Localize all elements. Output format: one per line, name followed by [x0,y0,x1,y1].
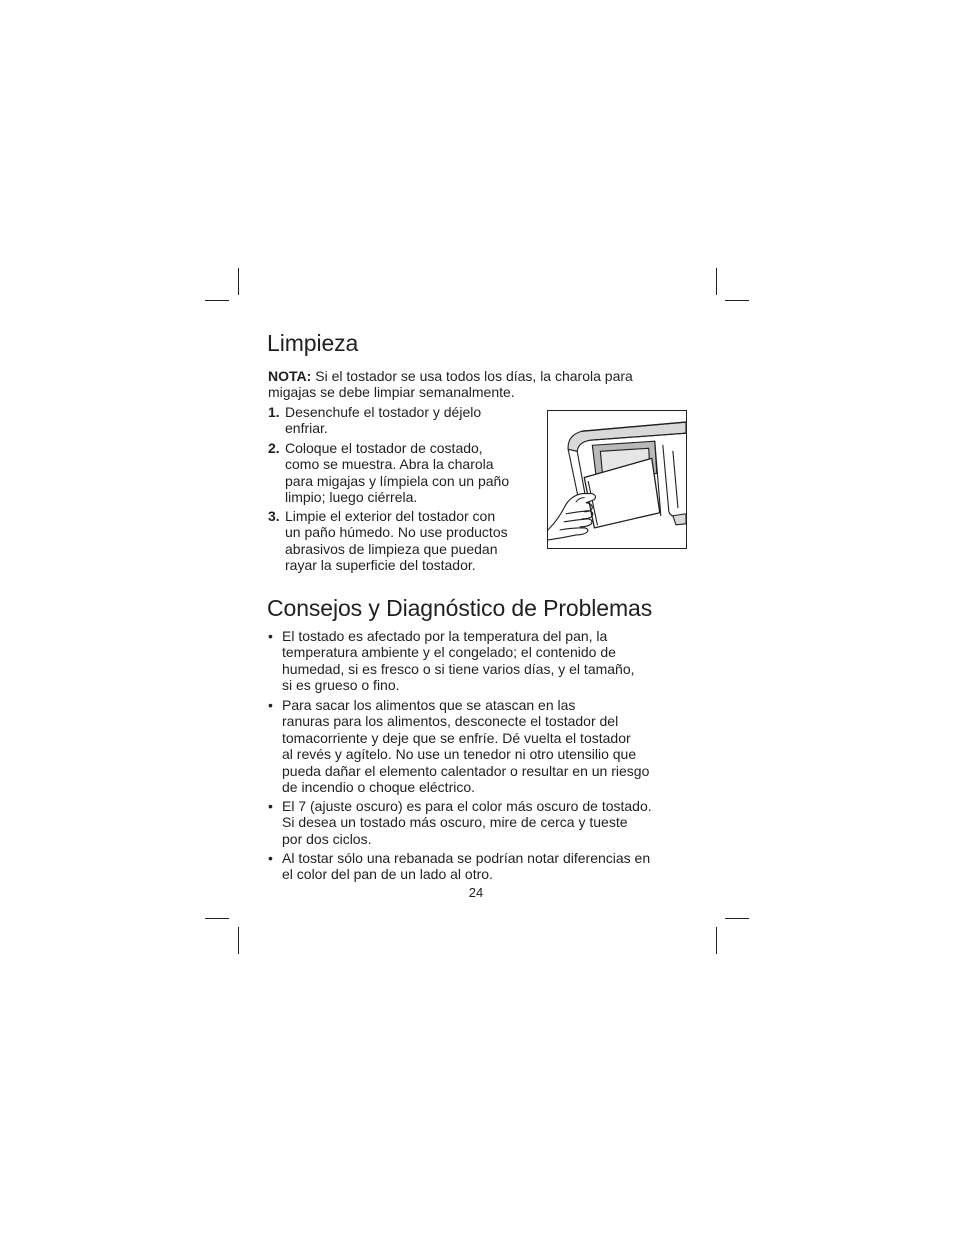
bullet-icon: • [268,850,273,866]
tip-text [282,798,652,847]
tip-text [282,628,635,694]
crop-mark-top-right-vertical [716,268,717,295]
tip-text [282,697,649,795]
step-line: para migajas y límpiela con un paño [285,472,510,489]
tips-item-3 [268,798,652,847]
step-number: 1. [268,404,280,420]
step-line: Limpie el exterior del tostador con [285,508,496,524]
bullet-icon: • [268,798,273,814]
tip-line: por dos ciclos. [282,830,372,847]
crop-mark-top-left-vertical [238,268,239,295]
step-line: como se muestra. Abra la charola [285,456,494,473]
tip-line: Al tostar sólo una rebanada se podrían notar diferencias en [282,850,651,866]
tip-line: Si desea un tostado más oscuro, mire de cerca y tueste [282,814,628,831]
tip-line: de incendio o choque eléctrico. [282,778,476,795]
step-line: Desenchufe el tostador y déjelo [285,404,482,420]
tip-line: temperatura ambiente y el congelado; el contenido de [282,644,616,661]
step-number: 2. [268,440,280,456]
tip-line: ranuras para los alimentos, desconecte el tostador del [282,713,619,730]
tip-line: El tostado es afectado por la temperatura del pan, la [282,628,608,644]
tip-line: Para sacar los alimentos que se atascan en las [282,697,576,713]
cleaning-note [268,368,633,401]
crop-mark-top-left-horizontal [205,300,229,301]
step-text [285,508,508,574]
crop-mark-top-right-horizontal [725,300,749,301]
tip-line: al revés y agítelo. No use un tenedor ni otro utensilio que [282,746,637,763]
tip-line: tomacorriente y deje que se enfríe. Dé vuelta el tostador [282,729,631,746]
note-text: Si el tostador se usa todos los días, la charola para [315,368,633,384]
note-line [268,368,633,384]
step-text [285,440,509,506]
toaster-crumb-tray-illustration [547,410,687,549]
tip-line: pueda dañar el elemento calentador o resultar en un riesgo [282,762,650,779]
step-line: abrasivos de limpieza que puedan [285,540,498,557]
step-line: limpio; luego ciérrela. [285,489,418,506]
toaster-crumb-tray-icon [548,411,686,548]
tip-line: humedad, si es fresco o si tiene varios días, y el tamaño, [282,660,635,677]
step-line: enfriar. [285,420,328,437]
tips-item-4 [268,850,650,883]
step-text [285,404,481,437]
bullet-icon: • [268,628,273,644]
cleaning-step-1 [268,404,481,437]
cleaning-step-2 [268,440,509,506]
step-line: Coloque el tostador de costado, [285,440,483,456]
tip-line: si es grueso o fino. [282,677,400,694]
note-line: migajas se debe limpiar semanalmente. [268,384,515,401]
step-line: rayar la superficie del tostador. [285,557,476,574]
tip-line: El 7 (ajuste oscuro) es para el color más oscuro de tostado. [282,798,652,814]
tip-line: el color del pan de un lado al otro. [282,866,493,883]
step-line: un paño húmedo. No use productos [285,524,508,541]
crop-mark-bottom-right-horizontal [725,918,749,919]
cleaning-step-3 [268,508,508,574]
tips-item-1 [268,628,635,694]
page-number: 24 [468,885,484,900]
note-label: NOTA: [268,368,312,384]
tips-item-2 [268,697,649,795]
bullet-icon: • [268,697,273,713]
crop-mark-bottom-left-horizontal [205,918,229,919]
step-number: 3. [268,508,280,524]
tips-title: Consejos y Diagnóstico de Problemas [267,595,653,621]
cleaning-title: Limpieza [267,330,359,356]
crop-mark-bottom-left-vertical [238,927,239,954]
tip-text [282,850,650,883]
crop-mark-bottom-right-vertical [716,927,717,954]
